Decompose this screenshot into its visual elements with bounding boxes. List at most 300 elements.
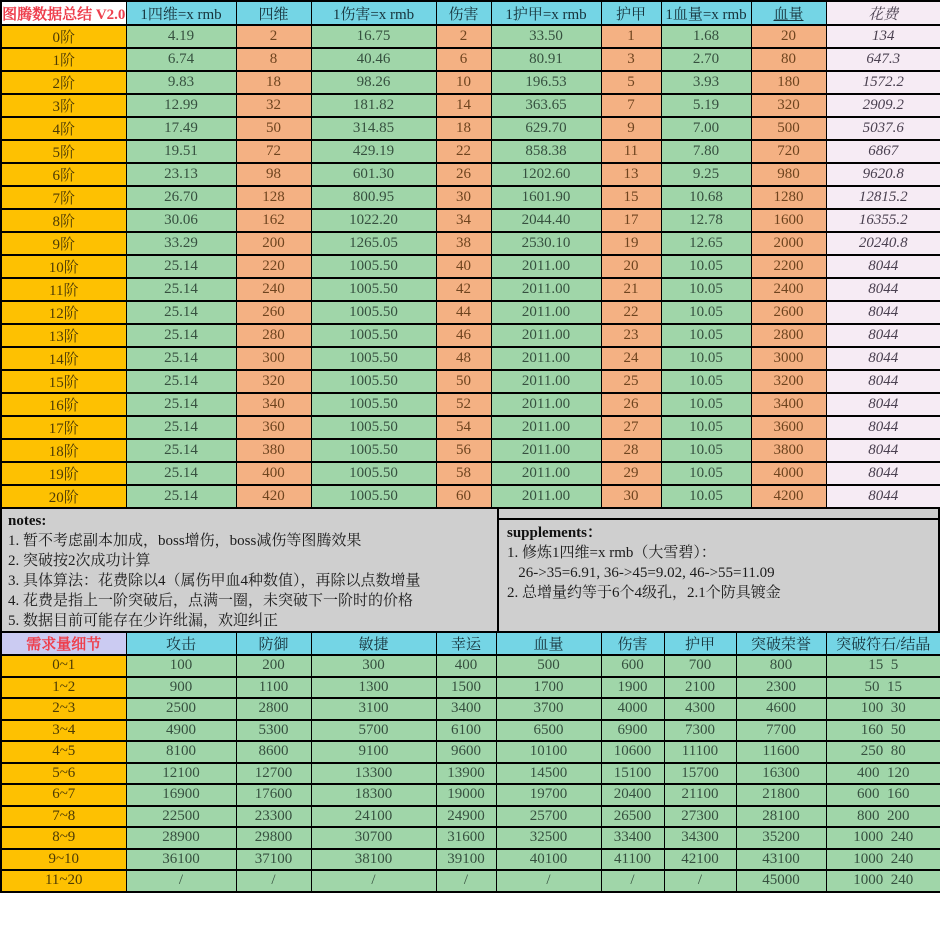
table-cell: 1000 240 [826, 849, 940, 871]
row-label: 0~1 [1, 655, 126, 677]
table-cell: 24100 [311, 806, 436, 828]
table-cell: 314.85 [311, 117, 436, 140]
supplements-heading: supplements： [507, 525, 603, 541]
table-row [1, 324, 940, 347]
table-cell: 16900 [126, 784, 236, 806]
table-cell: 300 [236, 347, 311, 370]
table-cell: 20240.8 [826, 232, 940, 255]
row-label: 13阶 [1, 324, 126, 347]
table-cell: 80 [751, 48, 826, 71]
row-label: 1~2 [1, 677, 126, 699]
table-cell: 4200 [751, 485, 826, 508]
table-cell: 320 [751, 94, 826, 117]
table-cell: / [311, 870, 436, 892]
table-cell: 17 [601, 209, 661, 232]
header-row [1, 632, 940, 655]
table-cell: 8044 [826, 324, 940, 347]
table-cell: 9.83 [126, 71, 236, 94]
table-cell: 50 15 [826, 677, 940, 699]
notes-heading: notes: [8, 513, 47, 529]
table-cell: 42100 [664, 849, 736, 871]
table-cell: 8044 [826, 485, 940, 508]
table-cell: 44 [436, 301, 491, 324]
table-cell: 2 [436, 25, 491, 48]
table-cell: 8 [236, 48, 311, 71]
table-cell: 28 [601, 439, 661, 462]
table-cell: 2800 [751, 324, 826, 347]
table-cell: 10.05 [661, 278, 751, 301]
column-header: 攻击 [126, 632, 236, 655]
table-cell: 25.14 [126, 439, 236, 462]
table-cell: 28100 [736, 806, 826, 828]
table-cell: 98 [236, 163, 311, 186]
table-row [1, 117, 940, 140]
table-cell: 31600 [436, 827, 496, 849]
table-cell: 1005.50 [311, 370, 436, 393]
table-cell: 38100 [311, 849, 436, 871]
row-label: 12阶 [1, 301, 126, 324]
table-cell: 1005.50 [311, 255, 436, 278]
table-cell: 1280 [751, 186, 826, 209]
row-label: 10阶 [1, 255, 126, 278]
table-cell: 8600 [236, 741, 311, 763]
table-cell: 10600 [601, 741, 664, 763]
table-cell: 1500 [436, 677, 496, 699]
row-label: 15阶 [1, 370, 126, 393]
table-cell: 10.05 [661, 416, 751, 439]
row-label: 2~3 [1, 698, 126, 720]
table-cell: / [126, 870, 236, 892]
table-row [1, 655, 940, 677]
table-cell: 1265.05 [311, 232, 436, 255]
table-cell: 34 [436, 209, 491, 232]
table-cell: 60 [436, 485, 491, 508]
table-cell: 4000 [601, 698, 664, 720]
column-header: 四维 [236, 1, 311, 25]
column-header: 敏捷 [311, 632, 436, 655]
table-cell: 9 [601, 117, 661, 140]
row-label: 8~9 [1, 827, 126, 849]
table-cell: 300 [311, 655, 436, 677]
table-cell: 25.14 [126, 393, 236, 416]
column-header: 1血量=x rmb [661, 1, 751, 25]
table-cell: 10.05 [661, 462, 751, 485]
row-label: 5阶 [1, 140, 126, 163]
table-cell: 3.93 [661, 71, 751, 94]
table-cell: 10 [436, 71, 491, 94]
row-label: 11~20 [1, 870, 126, 892]
table-cell: 2 [236, 25, 311, 48]
table-cell: 250 80 [826, 741, 940, 763]
table-cell: 18 [236, 71, 311, 94]
table-cell: 8044 [826, 347, 940, 370]
table-cell: 17600 [236, 784, 311, 806]
row-label: 20阶 [1, 485, 126, 508]
table-cell: 22 [436, 140, 491, 163]
table-cell: 7700 [736, 720, 826, 742]
table-cell: 7300 [664, 720, 736, 742]
table-cell: 1005.50 [311, 416, 436, 439]
table-cell: 800 [736, 655, 826, 677]
table-cell: 25.14 [126, 370, 236, 393]
table-cell: 6500 [496, 720, 601, 742]
row-label: 2阶 [1, 71, 126, 94]
table-cell: 320 [236, 370, 311, 393]
table-cell: 500 [751, 117, 826, 140]
table-row [1, 416, 940, 439]
table-cell: 5.19 [661, 94, 751, 117]
table-cell: / [496, 870, 601, 892]
table-row [1, 763, 940, 785]
table-cell: 601.30 [311, 163, 436, 186]
table-cell: 1005.50 [311, 439, 436, 462]
table-cell: 647.3 [826, 48, 940, 71]
table-row [1, 278, 940, 301]
note-line: 5. 数据目前可能存在少许纰漏，欢迎纠正 [8, 613, 279, 629]
row-label: 9~10 [1, 849, 126, 871]
table-cell: 429.19 [311, 140, 436, 163]
table-cell: 3400 [751, 393, 826, 416]
table-cell: 128 [236, 186, 311, 209]
table-cell: 2600 [751, 301, 826, 324]
table-row [1, 485, 940, 508]
table-cell: 200 [236, 655, 311, 677]
table-cell: 42 [436, 278, 491, 301]
table-cell: 2909.2 [826, 94, 940, 117]
table-cell: 23300 [236, 806, 311, 828]
table-cell: 3100 [311, 698, 436, 720]
table-cell: 220 [236, 255, 311, 278]
table-cell: 30700 [311, 827, 436, 849]
table-cell: 25.14 [126, 255, 236, 278]
table-cell: 10.68 [661, 186, 751, 209]
column-header: 血量 [496, 632, 601, 655]
table-cell: 11600 [736, 741, 826, 763]
notes-list [8, 531, 491, 631]
table-cell: 10.05 [661, 255, 751, 278]
table-cell: 30 [436, 186, 491, 209]
table-cell: 24900 [436, 806, 496, 828]
table-cell: 25700 [496, 806, 601, 828]
table-cell: 629.70 [491, 117, 601, 140]
table-cell: 80.91 [491, 48, 601, 71]
table-cell: 360 [236, 416, 311, 439]
table-cell: 3000 [751, 347, 826, 370]
table-cell: 200 [236, 232, 311, 255]
table-row [1, 186, 940, 209]
table-cell: 21 [601, 278, 661, 301]
table-cell: 40 [436, 255, 491, 278]
note-line: 26->35=6.91, 36->45=9.02, 46->55=11.09 [507, 565, 775, 581]
table-cell: 22500 [126, 806, 236, 828]
table-cell: 5700 [311, 720, 436, 742]
table-row [1, 71, 940, 94]
column-header: 防御 [236, 632, 311, 655]
table-cell: 25.14 [126, 347, 236, 370]
table-cell: 9600 [436, 741, 496, 763]
table-cell: 2011.00 [491, 324, 601, 347]
table-cell: 1700 [496, 677, 601, 699]
table-row [1, 849, 940, 871]
table-cell: 26.70 [126, 186, 236, 209]
table-cell: 23.13 [126, 163, 236, 186]
table-cell: 15700 [664, 763, 736, 785]
column-header: 幸运 [436, 632, 496, 655]
supplements-block [499, 509, 938, 631]
table-cell: 5037.6 [826, 117, 940, 140]
table-cell: 52 [436, 393, 491, 416]
table-cell: 27 [601, 416, 661, 439]
table-cell: 45000 [736, 870, 826, 892]
table-cell: 400 [436, 655, 496, 677]
column-header: 伤害 [601, 632, 664, 655]
table-cell: 2044.40 [491, 209, 601, 232]
table-cell: 32500 [496, 827, 601, 849]
table-cell: 34300 [664, 827, 736, 849]
table-cell: 2011.00 [491, 347, 601, 370]
table-row [1, 784, 940, 806]
table-cell: 16.75 [311, 25, 436, 48]
table-cell: 1005.50 [311, 301, 436, 324]
table-cell: 10.05 [661, 393, 751, 416]
table-cell: 100 [126, 655, 236, 677]
table-cell: 10.05 [661, 370, 751, 393]
table-cell: 15100 [601, 763, 664, 785]
table-row [1, 94, 940, 117]
table-row [1, 255, 940, 278]
table-cell: 19 [601, 232, 661, 255]
table-cell: 380 [236, 439, 311, 462]
table-cell: 27300 [664, 806, 736, 828]
table-cell: 6867 [826, 140, 940, 163]
table-cell: 400 [236, 462, 311, 485]
row-label: 6阶 [1, 163, 126, 186]
table-cell: 1000 240 [826, 870, 940, 892]
table-cell: 8044 [826, 370, 940, 393]
table-cell: 3800 [751, 439, 826, 462]
table-cell: 12700 [236, 763, 311, 785]
table-cell: 29 [601, 462, 661, 485]
note-line: 1. 修炼1四维=x rmb（大雪碧）： [507, 545, 716, 561]
table-cell: 6900 [601, 720, 664, 742]
column-header: 突破符石/结晶 [826, 632, 940, 655]
table-row [1, 806, 940, 828]
table-cell: 2011.00 [491, 485, 601, 508]
table-cell: 3600 [751, 416, 826, 439]
table-cell: 40.46 [311, 48, 436, 71]
table-cell: 29800 [236, 827, 311, 849]
table-cell: 46 [436, 324, 491, 347]
table-cell: 15 [601, 186, 661, 209]
row-label: 4~5 [1, 741, 126, 763]
table-cell: 98.26 [311, 71, 436, 94]
table-cell: 11 [601, 140, 661, 163]
table-row [1, 140, 940, 163]
table-cell: 33.29 [126, 232, 236, 255]
column-header: 护甲 [664, 632, 736, 655]
table-cell: 20400 [601, 784, 664, 806]
column-header: 花费 [826, 1, 940, 25]
table-cell: 38 [436, 232, 491, 255]
table-cell: 40100 [496, 849, 601, 871]
table-cell: 9100 [311, 741, 436, 763]
table-cell: 2000 [751, 232, 826, 255]
table-cell: 1601.90 [491, 186, 601, 209]
table-cell: 25.14 [126, 485, 236, 508]
table-cell: 10.05 [661, 485, 751, 508]
table-cell: 1 [601, 25, 661, 48]
table-cell: 1005.50 [311, 485, 436, 508]
table-cell: 12.99 [126, 94, 236, 117]
table-cell: 500 [496, 655, 601, 677]
table-cell: 32 [236, 94, 311, 117]
table-cell: 363.65 [491, 94, 601, 117]
table-row [1, 462, 940, 485]
table-cell: 10.05 [661, 439, 751, 462]
table-row [1, 827, 940, 849]
table-cell: 8044 [826, 462, 940, 485]
table-cell: 700 [664, 655, 736, 677]
row-label: 3~4 [1, 720, 126, 742]
table-cell: 720 [751, 140, 826, 163]
table-cell: 8044 [826, 416, 940, 439]
row-label: 7~8 [1, 806, 126, 828]
table-cell: 33400 [601, 827, 664, 849]
row-label: 0阶 [1, 25, 126, 48]
table-cell: 2011.00 [491, 301, 601, 324]
table-cell: 19000 [436, 784, 496, 806]
table-cell: 3700 [496, 698, 601, 720]
row-label: 3阶 [1, 94, 126, 117]
table-cell: 1005.50 [311, 393, 436, 416]
table-cell: 7 [601, 94, 661, 117]
row-label: 16阶 [1, 393, 126, 416]
table-cell: 2800 [236, 698, 311, 720]
table-cell: 25 [601, 370, 661, 393]
table-cell: 9620.8 [826, 163, 940, 186]
row-label: 9阶 [1, 232, 126, 255]
column-header: 突破荣誉 [736, 632, 826, 655]
table-row [1, 301, 940, 324]
notes-block [2, 509, 499, 631]
table-cell: 13 [601, 163, 661, 186]
table-cell: 72 [236, 140, 311, 163]
table-cell: 4300 [664, 698, 736, 720]
table-cell: 1005.50 [311, 347, 436, 370]
row-label: 4阶 [1, 117, 126, 140]
table-cell: 4600 [736, 698, 826, 720]
table-cell: 180 [751, 71, 826, 94]
table-cell: 18 [436, 117, 491, 140]
table-cell: 13900 [436, 763, 496, 785]
table-cell: 3 [601, 48, 661, 71]
table-cell: 160 50 [826, 720, 940, 742]
column-header: 1护甲=x rmb [491, 1, 601, 25]
row-label: 17阶 [1, 416, 126, 439]
table-cell: 2011.00 [491, 462, 601, 485]
table-cell: 260 [236, 301, 311, 324]
table-title: 图腾数据总结 V2.0 [1, 1, 126, 25]
table-cell: 10100 [496, 741, 601, 763]
table-cell: 10.05 [661, 347, 751, 370]
table-cell: 1005.50 [311, 324, 436, 347]
table-cell: 8044 [826, 393, 940, 416]
table-cell: / [601, 870, 664, 892]
table-cell: 2011.00 [491, 416, 601, 439]
column-header: 护甲 [601, 1, 661, 25]
table-cell: 3200 [751, 370, 826, 393]
table-cell: 800.95 [311, 186, 436, 209]
table-cell: 50 [436, 370, 491, 393]
table-cell: 1.68 [661, 25, 751, 48]
table-row [1, 48, 940, 71]
table-cell: 25.14 [126, 416, 236, 439]
row-label: 6~7 [1, 784, 126, 806]
table-row [1, 870, 940, 892]
header-row [1, 1, 940, 25]
table-cell: 12.65 [661, 232, 751, 255]
row-label: 8阶 [1, 209, 126, 232]
table-cell: 280 [236, 324, 311, 347]
table-cell: 1900 [601, 677, 664, 699]
table-cell: 19.51 [126, 140, 236, 163]
table-cell: 100 30 [826, 698, 940, 720]
table-cell: 20 [601, 255, 661, 278]
row-label: 19阶 [1, 462, 126, 485]
table-cell: 58 [436, 462, 491, 485]
table-cell: 28900 [126, 827, 236, 849]
table-cell: 8044 [826, 301, 940, 324]
row-label: 5~6 [1, 763, 126, 785]
table-row [1, 741, 940, 763]
table-cell: 30.06 [126, 209, 236, 232]
table-cell: 18300 [311, 784, 436, 806]
column-header: 1伤害=x rmb [311, 1, 436, 25]
table-cell: 2011.00 [491, 393, 601, 416]
table-cell: 340 [236, 393, 311, 416]
table-cell: 8044 [826, 439, 940, 462]
table-row [1, 698, 940, 720]
table-cell: 600 [601, 655, 664, 677]
table-cell: 8044 [826, 278, 940, 301]
table-cell: 30 [601, 485, 661, 508]
column-header: 1四维=x rmb [126, 1, 236, 25]
table-row [1, 439, 940, 462]
table-cell: 1005.50 [311, 278, 436, 301]
table-cell: / [436, 870, 496, 892]
table-cell: 2300 [736, 677, 826, 699]
table-cell: 20 [751, 25, 826, 48]
table-cell: 7.80 [661, 140, 751, 163]
table-cell: 1005.50 [311, 462, 436, 485]
table-cell: 14 [436, 94, 491, 117]
table-cell: 25.14 [126, 278, 236, 301]
table-cell: 14500 [496, 763, 601, 785]
table-cell: 6.74 [126, 48, 236, 71]
table-cell: 2011.00 [491, 370, 601, 393]
table-cell: 16300 [736, 763, 826, 785]
table-cell: 12100 [126, 763, 236, 785]
table-cell: 21100 [664, 784, 736, 806]
table-cell: 4000 [751, 462, 826, 485]
table-cell: 5300 [236, 720, 311, 742]
column-header: 伤害 [436, 1, 491, 25]
table-cell: 4.19 [126, 25, 236, 48]
table-cell: 41100 [601, 849, 664, 871]
table-cell: 36100 [126, 849, 236, 871]
table-row [1, 163, 940, 186]
table-cell: 134 [826, 25, 940, 48]
